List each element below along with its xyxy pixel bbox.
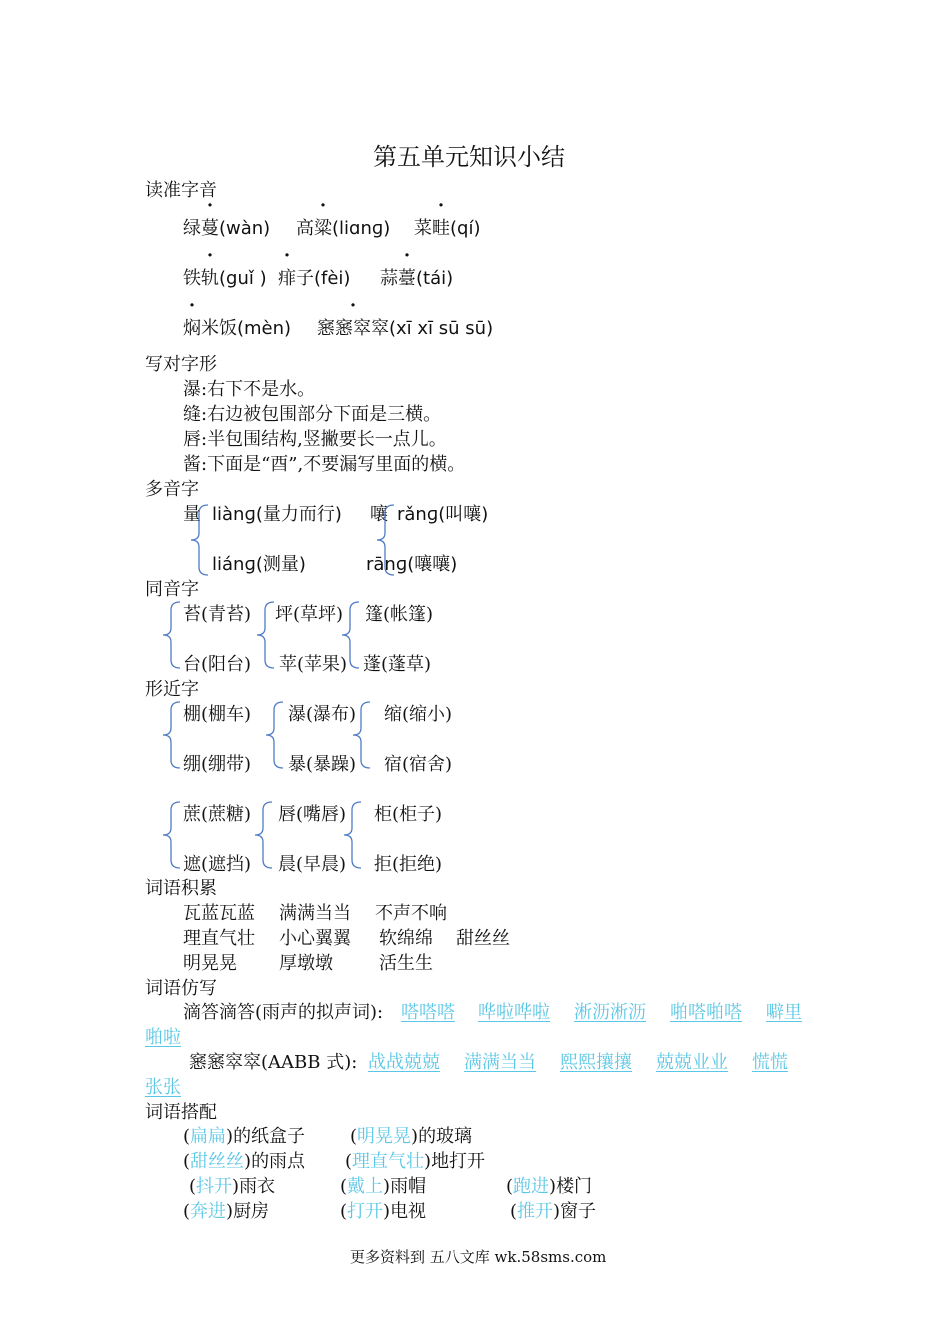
duoyin-char: 量: [183, 504, 201, 525]
tongyin-word: 苹(苹果): [279, 654, 348, 675]
ciyu-word: 不声不响: [375, 903, 447, 924]
brace-icon: [352, 700, 372, 770]
duoyin-reading: liánɡ(测量): [212, 554, 306, 575]
fangxie-answer: 啪啦: [145, 1027, 181, 1048]
section-write-heading: 写对字形: [145, 354, 217, 375]
tongyin-word: 苔(青苔): [183, 604, 252, 625]
fangxie-answer: 噼里: [766, 1002, 802, 1023]
pron-item: 铁轨(guǐ ): [183, 268, 267, 289]
fangxie-answer: 哗啦哗啦: [478, 1002, 550, 1023]
section-ciyu-heading: 词语积累: [145, 878, 217, 899]
dapei-item: (推开)窗子: [510, 1201, 597, 1222]
pron-item: 窸窸窣窣(xī xī sū sū): [317, 318, 494, 339]
shape-note: 酱:下面是“酉”,不要漏写里面的横。: [183, 454, 466, 475]
duoyin-reading: liànɡ(量力而行): [212, 504, 342, 525]
footer-link[interactable]: 更多资料到 五八文库 wk.58sms.com: [350, 1248, 607, 1266]
xingjin-word: 暴(暴躁): [288, 754, 357, 775]
shape-note: 缝:右边被包围部分下面是三横。: [183, 404, 442, 425]
pron-item: 菜畦(qí): [414, 218, 481, 239]
brace-icon: [254, 800, 274, 870]
fangxie-answer: 张张: [145, 1077, 181, 1098]
brace-icon: [343, 800, 363, 870]
tongyin-word: 台(阳台): [183, 654, 252, 675]
dapei-item: (甜丝丝)的雨点: [183, 1151, 306, 1172]
pron-item: 高粱(liɑnɡ): [296, 218, 391, 239]
fangxie-answer: 战战兢兢: [368, 1052, 440, 1073]
brace-icon: [265, 700, 285, 770]
ciyu-word: 瓦蓝瓦蓝: [183, 903, 255, 924]
brace-icon: [162, 800, 182, 870]
xingjin-word: 宿(宿舍): [384, 754, 453, 775]
xingjin-word: 唇(嘴唇): [278, 804, 347, 825]
dapei-item: (奔进)厨房: [183, 1201, 270, 1222]
ciyu-word: 小心翼翼: [279, 928, 351, 949]
fangxie-label: 滴答滴答(雨声的拟声词):: [183, 1002, 384, 1023]
brace-icon: [162, 700, 182, 770]
xingjin-word: 蔗(蔗糖): [183, 804, 252, 825]
xingjin-word: 棚(棚车): [183, 704, 252, 725]
fangxie-answer: 慌慌: [752, 1052, 788, 1073]
section-dapei-heading: 词语搭配: [145, 1102, 217, 1123]
section-read-heading: 读准字音: [145, 180, 217, 201]
ciyu-word: 甜丝丝: [456, 928, 510, 949]
fangxie-answer: 熙熙攘攘: [560, 1052, 632, 1073]
brace-icon: [162, 600, 182, 670]
fangxie-answer: 啪嗒啪嗒: [670, 1002, 742, 1023]
xingjin-word: 柜(柜子): [374, 804, 443, 825]
pron-item: 蒜薹(tái): [380, 268, 454, 289]
dapei-item: (抖开)雨衣: [189, 1176, 276, 1197]
dapei-item: (戴上)雨帽: [340, 1176, 427, 1197]
ciyu-word: 满满当当: [279, 903, 351, 924]
shape-note: 唇:半包围结构,竖撇要长一点儿。: [183, 429, 447, 450]
ciyu-word: 活生生: [379, 953, 433, 974]
fangxie-answer: 嗒嗒嗒: [401, 1002, 455, 1023]
ciyu-word: 厚墩墩: [279, 953, 333, 974]
ciyu-word: 明晃晃: [183, 953, 237, 974]
pron-item: 焖米饭(mèn): [183, 318, 292, 339]
dapei-item: (明晃晃)的玻璃: [350, 1126, 473, 1147]
tongyin-word: 篷(帐篷): [365, 604, 434, 625]
dapei-item: (理直气壮)地打开: [345, 1151, 486, 1172]
section-xingjin-heading: 形近字: [145, 679, 199, 700]
pron-item: 痱子(fèi): [278, 268, 351, 289]
xingjin-word: 绷(绷带): [183, 754, 252, 775]
fangxie-answer: 淅沥淅沥: [574, 1002, 646, 1023]
section-fangxie-heading: 词语仿写: [145, 978, 217, 999]
dapei-item: (打开)电视: [340, 1201, 427, 1222]
brace-icon: [190, 503, 210, 577]
section-duoyin-heading: 多音字: [145, 479, 199, 500]
duoyin-reading: rānɡ(嚷嚷): [366, 554, 458, 575]
tongyin-word: 坪(草坪): [275, 604, 344, 625]
pron-item: 绿蔓(wàn): [183, 218, 271, 239]
xingjin-word: 瀑(瀑布): [288, 704, 357, 725]
fangxie-answer: 满满当当: [464, 1052, 536, 1073]
xingjin-word: 缩(缩小): [384, 704, 453, 725]
page-title: 第五单元知识小结: [373, 143, 565, 171]
brace-icon: [341, 600, 361, 670]
brace-icon: [256, 600, 276, 670]
xingjin-word: 晨(早晨): [278, 854, 347, 875]
fangxie-answer: 兢兢业业: [656, 1052, 728, 1073]
tongyin-word: 蓬(蓬草): [363, 654, 432, 675]
duoyin-char: 嚷: [370, 504, 388, 525]
fangxie-label: 窸窸窣窣(AABB 式):: [189, 1052, 358, 1073]
xingjin-word: 遮(遮挡): [183, 854, 252, 875]
ciyu-word: 理直气壮: [183, 928, 255, 949]
shape-note: 瀑:右下不是水。: [183, 379, 316, 400]
dapei-item: (跑进)楼门: [506, 1176, 593, 1197]
duoyin-reading: rǎnɡ(叫嚷): [397, 504, 489, 525]
ciyu-word: 软绵绵: [379, 928, 433, 949]
xingjin-word: 拒(拒绝): [374, 854, 443, 875]
dapei-item: (扁扁)的纸盒子: [183, 1126, 306, 1147]
section-tongyin-heading: 同音字: [145, 579, 199, 600]
